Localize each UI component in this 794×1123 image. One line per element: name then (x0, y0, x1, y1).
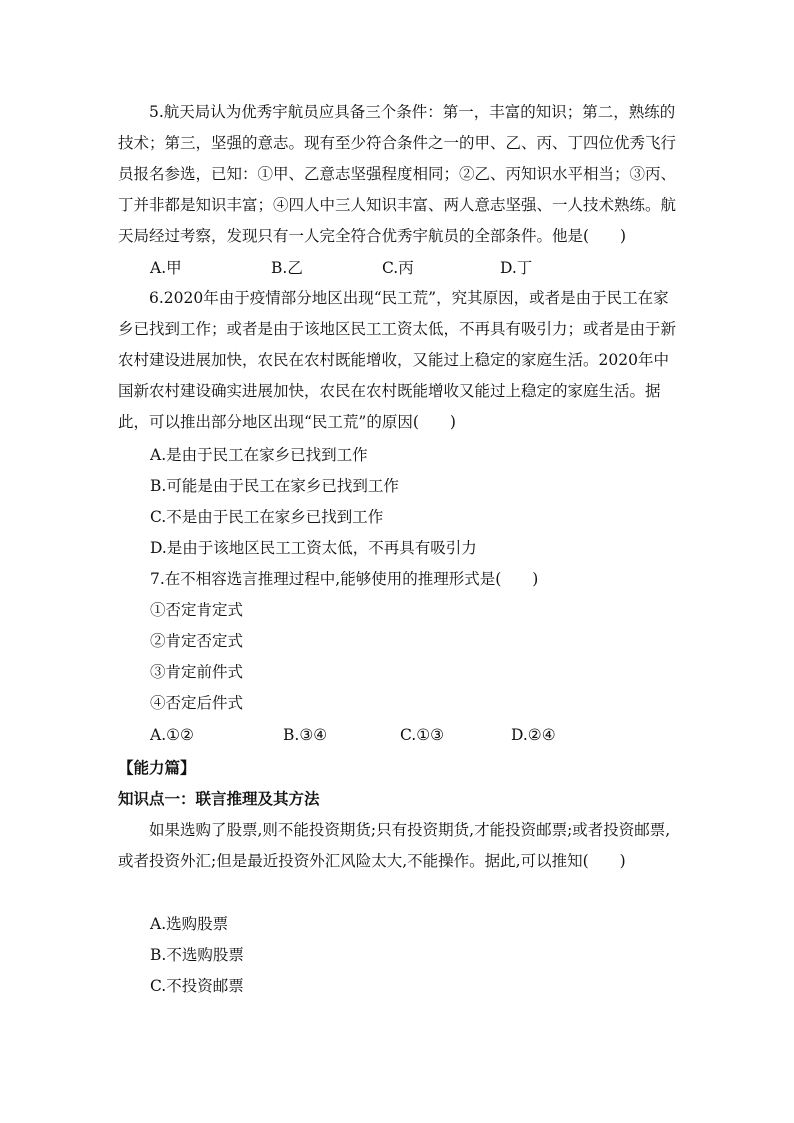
question-7-option-c[interactable]: C.①③ (400, 726, 445, 744)
question-6-option-a[interactable]: A.是由于民工在家乡已找到工作 (150, 446, 368, 464)
question-5-text: 5.航天局认为优秀宇航员应具备三个条件：第一，丰富的知识；第二，熟练的技术；第三，坚强的意志。现有至少符合条件之一的甲、乙、丙、丁四位优秀飞行员报名参选，已知：①甲、乙意志坚强程度相同；②乙、丙知识水平相当；③丙、丁并非都是知识丰富；④四人中三人知识丰富、两人意志坚强、一人技术熟练。航天局经过考察，发现只有一人完全符合优秀宇航员的全部条件。他是( ) (118, 103, 677, 245)
question-7-option-d[interactable]: D.②④ (511, 726, 556, 744)
question-8-option-b[interactable]: B.不选购股票 (150, 946, 244, 964)
question-6-option-d[interactable]: D.是由于该地区民工工资太低，不再具有吸引力 (150, 539, 477, 557)
question-8-text: 如果选购了股票,则不能投资期货;只有投资期货,才能投资邮票;或者投资邮票,或者投资外汇;但是最近投资外汇风险太大,不能操作。据此,可以推知( ) (118, 821, 671, 870)
question-7-option-b[interactable]: B.③④ (283, 726, 328, 744)
question-6-text: 6.2020年由于疫情部分地区出现“民工荒”，究其原因，或者是由于民工在家乡已找到工作；或者是由于该地区民工工资太低，不再具有吸引力；或者是由于新农村建设进展加快，农民在农村既能增收，又能过上稳定的家庭生活。2020年中国新农村建设确实进展加快，农民在农村既能增收又能过上稳定的家庭生活。据此，可以推出部分地区出现“民工荒”的原因( ) (118, 289, 677, 431)
question-7-option-a[interactable]: A.①② (150, 726, 194, 744)
question-7-item-3: ③肯定前件式 (150, 663, 244, 681)
question-8-option-c[interactable]: C.不投资邮票 (150, 977, 244, 995)
question-7-item-2: ②肯定否定式 (150, 632, 244, 650)
question-5-option-d[interactable]: D.丁 (500, 259, 533, 277)
section-title: 【能力篇】 (118, 759, 196, 777)
question-6-option-c[interactable]: C.不是由于民工在家乡已找到工作 (150, 508, 384, 526)
question-5-option-a[interactable]: A.甲 (150, 259, 182, 277)
question-7-item-1: ①否定肯定式 (150, 601, 244, 619)
question-5-option-c[interactable]: C.丙 (382, 259, 414, 277)
knowledge-point-title: 知识点一：联言推理及其方法 (118, 790, 320, 808)
question-8-option-a[interactable]: A.选购股票 (150, 915, 229, 933)
question-6-option-b[interactable]: B.可能是由于民工在家乡已找到工作 (150, 477, 399, 495)
question-5-option-b[interactable]: B.乙 (271, 259, 303, 277)
question-7-text: 7.在不相容选言推理过程中,能够使用的推理形式是( ) (150, 570, 539, 588)
question-7-item-4: ④否定后件式 (150, 694, 244, 712)
